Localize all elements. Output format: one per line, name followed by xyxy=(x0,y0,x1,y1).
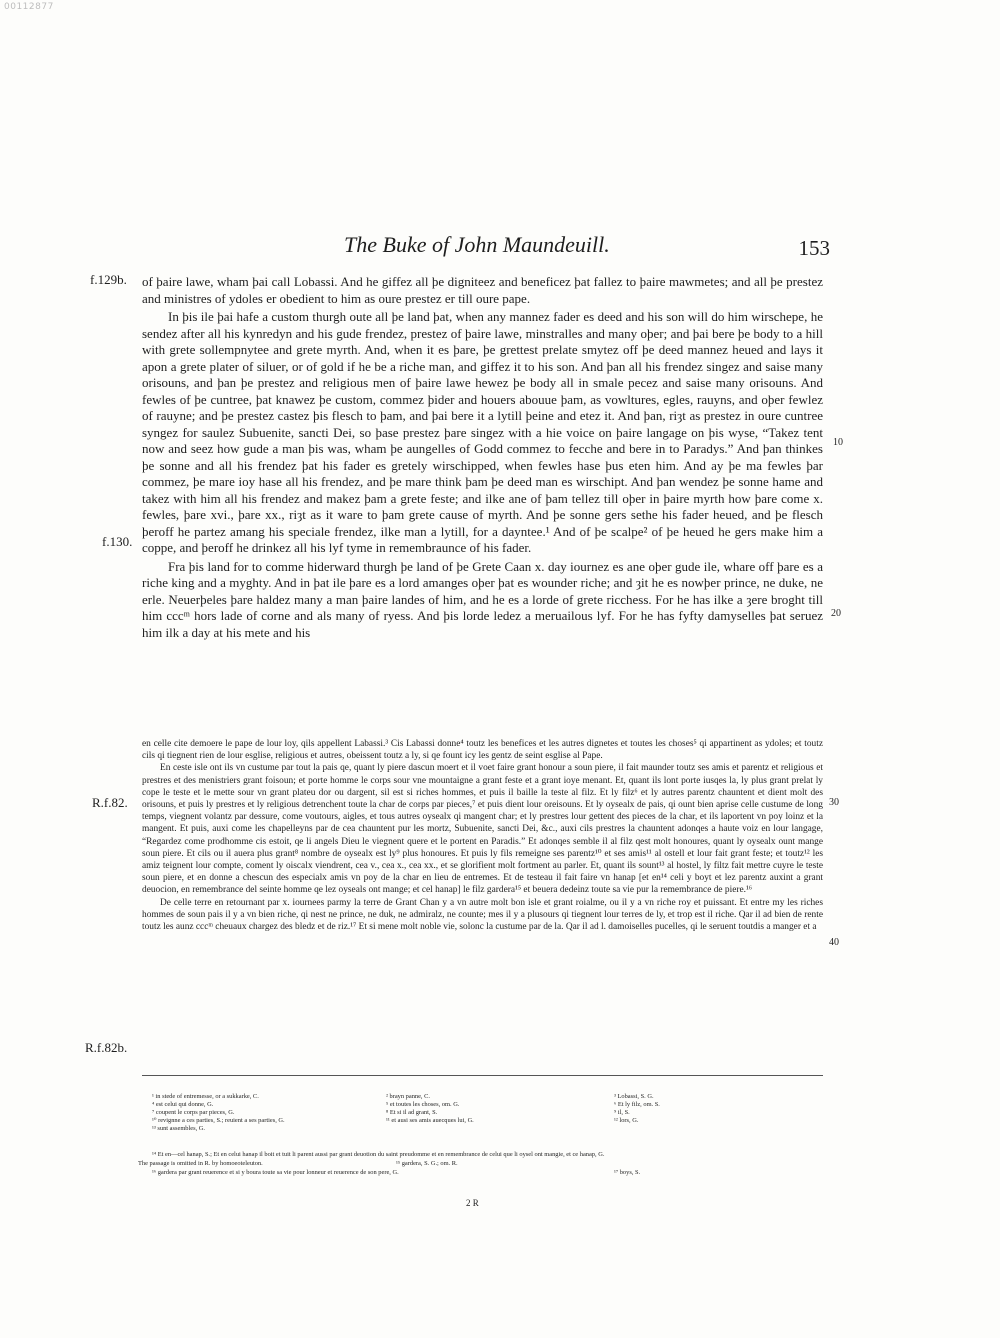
french-paragraph: en celle cite demoere le pape de lour loy, qils appellent Labassi.³ Cis Labassi donne⁴ toutz les benefices et les autres dignetes et toutes les choses⁵ qi appartinent as ydoles; et toutz cils qi tiegnent rien de lour esglise, religious et autres, obeissent toutz a ly, si qe fount icy les gentz de seint esglise al Pape. xyxy=(142,739,823,762)
folio-reference: R.f.82b. xyxy=(85,1040,128,1055)
french-text xyxy=(142,738,823,933)
signature-mark: 2 R xyxy=(466,1198,479,1208)
page-header xyxy=(140,232,830,266)
footnote: ¹⁰ revignne a ces parties, S.; reuient a ses parties, G. xyxy=(152,1117,285,1124)
footnote: ⁸ Et si il ad grant, S. xyxy=(386,1109,438,1116)
footnote-column xyxy=(614,1093,660,1125)
english-paragraph: Fra þis land for to comme hiderward thurgh þe land of þe Grete Caan x. day iournez es ane oþer gude ile, whare off þare es a riche king and a myghty. And in þat ile þare es a lord amanges oþer þat es wounder riche; and ȝit he es nowþer prince, ne duke, ne erle. Neuerþeles þare haldez many a man þaire landes of him, and he es a lorde of grete ricchess. For he has ilke a ȝere broght till him cccᵐ hors lade of corne and als many of ryess. And þis lorde ledez a meruailous lyf. For he has fyfty damyselles þat seruez him ilk a day at his mete and his xyxy=(142,558,823,640)
footnote: ¹³ sunt assembles, G. xyxy=(152,1125,206,1132)
footnote: ⁵ et toutes les choses, om. G. xyxy=(386,1101,460,1108)
folio-reference: R.f.82. xyxy=(92,795,128,810)
footnote-continuation: The passage is omitted in R. by homoeoteleuton. xyxy=(138,1160,263,1167)
footnote: ¹⁴ Et en—cel hanap, S.; Et en celui hanap il boit et tuit li parent aussi par grant deuotion du saint preudomme et en remembrance de celui que li oysel ont mangie, et ce hanap, G. xyxy=(152,1151,605,1158)
page-number: 153 xyxy=(798,236,830,260)
english-paragraph: of þaire lawe, wham þai call Lobassi. And he giffez all þe digniteez and beneficez þat fallez to þaire mawmetes; and all þe prestez and ministres of ydoles er obedient to him as oure prestez er till oure pape. xyxy=(142,274,823,306)
footnote: ⁴ est celui qui donne, G. xyxy=(152,1101,214,1108)
footnote: ³ Lobassi, S. G. xyxy=(614,1093,654,1100)
footnote: ¹ in stede of entremesse, or a sukkarke, C. xyxy=(152,1093,259,1100)
french-paragraph: De celle terre en retournant par x. iournees parmy la terre de Grant Chan y a vn autre molt bon isle et grant roialme, ou il y a vn riche roy et puissant. Et entre my les riches hommes de soun pais il y a vn bien riche, qi nest ne prince, ne duk, ne admiralz, ne counte; mes il y a plusours qi tiegnent lour terres de ly, et trop est il riche. Qar il ad bien de rente toutz les aunz cccᵐ cheuaux chargez des bledz et de riz.¹⁷ Et si mene molt noble vie, solonc la custume par de la. Qar il ad l. damoiselles pucelles, qi le seruent toutdis a manger et a xyxy=(142,897,823,933)
footnote-column xyxy=(386,1093,474,1125)
footnote-column xyxy=(152,1093,285,1133)
footnote: ¹⁵ gardera, S. G.; om. R. xyxy=(396,1160,458,1167)
page-corner-id: 00112877 xyxy=(4,2,54,12)
footnote: ⁹ il, S. xyxy=(614,1109,630,1116)
english-text xyxy=(142,274,823,641)
folio-reference: f.129b. xyxy=(90,272,127,287)
footnote-divider xyxy=(142,1075,823,1076)
footnote: ⁷ coupent le corps par pieces, G. xyxy=(152,1109,235,1116)
line-number: 20 xyxy=(831,608,841,619)
footnote: ¹⁶ gardera par grant reuerence et si y boura toute sa vie pour lonneur et reuerence de son pere, G. xyxy=(152,1169,399,1176)
footnote: ¹⁷ boys, S. xyxy=(614,1169,641,1176)
footnote: ⁶ Et ly filz, om. S. xyxy=(614,1101,660,1108)
french-paragraph: En ceste isle ont ils vn custume par tout la pais qe, quant ly piere dascun moert et il voet faire grant honour a soun piere, il fait maunder toutz ses amis et parentz et religious et prestres et des menistriers grant foisoun; et porte homme le corps sour vne mountaigne a grant feste et a grant ioye menant. Et, quant ils lont porte iusqes la, ly plus grant prelat ly cope le teste et le mette sour vn grant plateu dor ou dargent, sil est si riches hommes, et puis il baille la teste al filz. Et ly filz⁶ et ly autres parentz chauntent et dient molt des orisouns, et puis ly prestres et ly religious detrenchent toute la char de corps par pieces,⁷ et puis dient lour oreisouns. Et ly oysealx de pais, qi ount bien aprise celle custume de long temps, viegnent volantz par dessure, come voutours, aigles, et tous autres oysealx qi mangent char; et ly prestres lour gettent des pieces de la char, et ils laportent vn poy loinz et la mangent. Et puis, auxi come les chapelleyns par de cea chauntent pur les mortz, Subuenite, sancti Dei, &c., auxi cils prestres la chauntent adonqes a haute voiz en lour langage, “Regardez come prodhomme cis estoit, qe li angels Dieu le viegnent quere et le portent en Paradis.” Et adonqes semble il al filz qest molt honoures, quant ly oysealx ount mange soun piere. Et cils ou il auera plus grant⁸ nombre de oysealx est ly⁹ plus honoures. Et puis ly fils remeigne ses parentz¹⁰ et ses amis¹¹ al ostell et lour fait grant feste; et toutz¹² les amiz teignent lour compte, coment ly oiscalx viendrent, cea v., cea x., cea xx., et se glorifient molt fortment au parler. Et, quant ils sount¹³ al hostel, ly filtz fait mettre cuyre le teste soun piere, et en donne a chescun des especialx amis vn poy de la char en lieu de entremes. Et de testeau il fait faire vn hanap [et en¹⁴ celi y boyt et lez parentz auxint a grant deuocion, en remembrance del seinte homme qe lez oyseals ont mange; et cel hanap] le filz gardera¹⁵ et beuera dedeinz toute sa vie pur la remembrance de piere.¹⁶ xyxy=(142,763,823,896)
line-number: 10 xyxy=(833,437,843,448)
running-title: The Buke of John Maundeuill. xyxy=(344,232,610,257)
footnote: ¹² lors, G. xyxy=(614,1117,639,1124)
footnote: ¹¹ et ausi ses amis auecques lui, G. xyxy=(386,1117,474,1124)
english-paragraph: In þis ile þai hafe a custom thurgh oute all þe land þat, when any mannez fader es deed and his son will do him wirschepe, he sendez after all his kynredyn and his gude frendez, prestez of þaire lawe, minstralles and many oþer; and þai bere þe body to a hill with grete sollempnytee and grete myrth. And, when it es þare, þe grettest prelate smytez off þe deed mannez heued and lays it apon a grete plater of siluer, or of gold if he be a riche man, and giffez it to his son. And þan all his frendez singez and saise many orisouns, and þan þe prestez and religious men of þaire lawe hewez þe body all in smale pecez and saise many orisouns. And fewles of þe cuntree, þat knawez þe custom, commez þider and houers abouue þam, as vowltures, egles, rauyns, and oþer fewlez of rauyne; and þe prestez castez þis flesch to þam, and þai bere it a lytill þeine and etez it. And þan, riȝt as prestez in oure cuntree syngez for saulez Subuenite, sancti Dei, so þase prestez þare singez with a hie voice on þaire langage on þis wyse, “Takez tent now and seez how gude a man þis was, wham þe aungelles of Godd commez to fecche and bere in to Paradys.” And þan thinkes þe sonne and all his frendez þat his fader es gretely wirschipped, when fewles hase þus eten him. And ay þe ma fewles þar commez, þe mare ioy hase all his frendez, and þe mare think þam þe deed man es wirschipt. And þan wendez þe sonne hame and takez with him all his frendez and makez þam a grete feste; and ilke ane of þam tellez till oþer in þaire myrth how þare come x. fewles, þare xvi., þare xx., riȝt as it ware to þam grete cause of myrth. And þe sonne gers sethe his fader heued, and þe flesch þeroff he partez amang his speciale frendez, ilke man a lytill, for a dayntee.¹ And of þe scalpe² of þe heued he gers make him a coppe, and þeroff he drinkez all his lyf tyme in remembraunce of his fader. xyxy=(142,309,823,555)
footnote: ² brayn panne, C. xyxy=(386,1093,430,1100)
folio-reference: f.130. xyxy=(102,534,133,549)
line-number: 40 xyxy=(829,937,839,948)
footnotes xyxy=(138,1093,818,1189)
line-number: 30 xyxy=(829,797,839,808)
